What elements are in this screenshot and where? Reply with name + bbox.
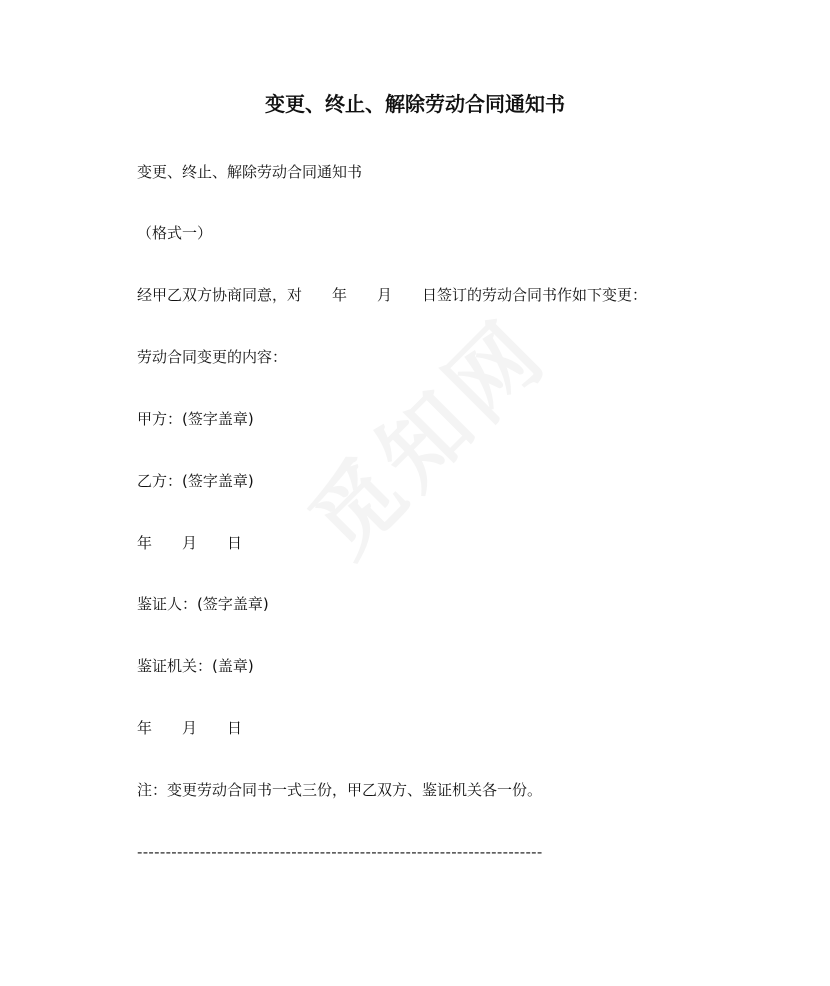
change-content-label: 劳动合同变更的内容：	[137, 348, 288, 366]
subtitle-line: 变更、终止、解除劳动合同通知书	[137, 163, 363, 181]
date-line: 年 月 日	[137, 534, 243, 552]
party-a-signature: 甲方：(签字盖章)	[137, 410, 254, 428]
document-title: 变更、终止、解除劳动合同通知书	[265, 92, 565, 116]
format-label: （格式一）	[137, 224, 213, 242]
witness-signature: 鉴证人：(签字盖章)	[137, 595, 269, 613]
dashed-divider: -----------------------------------------------------------------------	[137, 843, 543, 861]
party-b-signature: 乙方：(签字盖章)	[137, 472, 254, 490]
agreement-statement: 经甲乙双方协商同意，对 年 月 日签订的劳动合同书作如下变更：	[137, 286, 648, 304]
date-line: 年 月 日	[137, 719, 243, 737]
authority-seal: 鉴证机关：(盖章)	[137, 657, 254, 675]
note-line: 注：变更劳动合同书一式三份，甲乙双方、鉴证机关各一份。	[137, 781, 543, 799]
watermark	[278, 287, 571, 580]
